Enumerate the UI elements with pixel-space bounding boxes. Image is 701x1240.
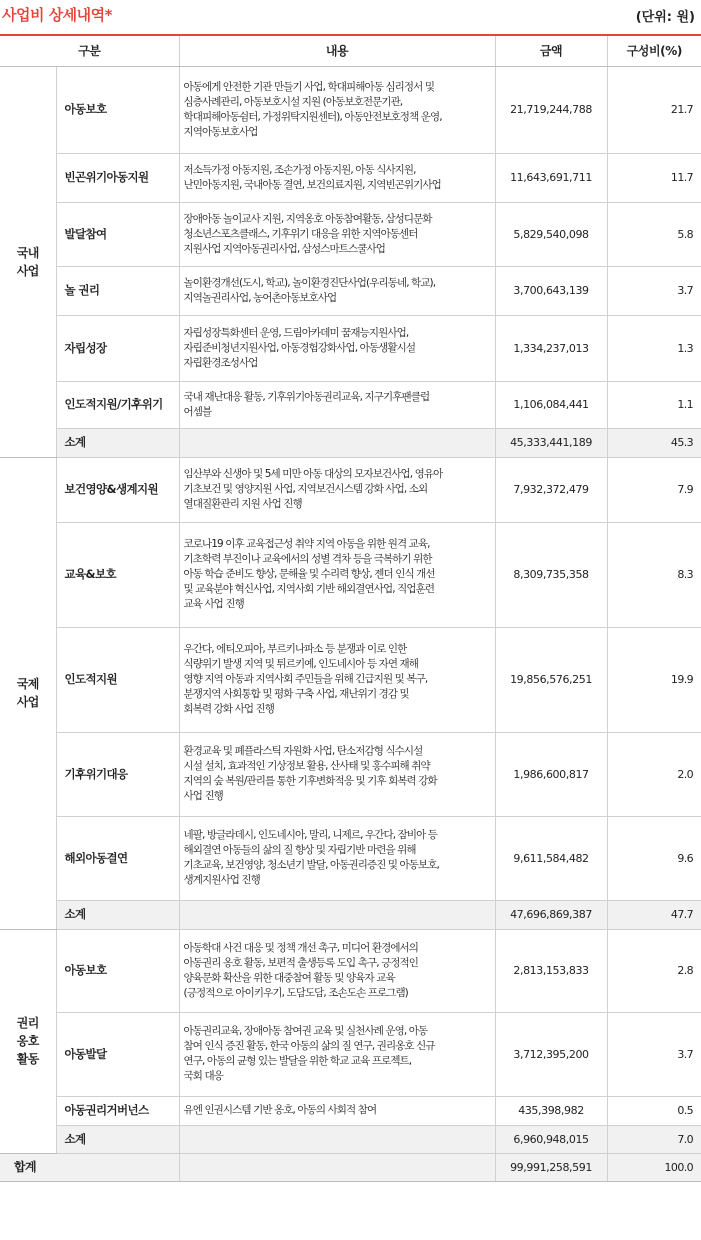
row-ratio: 9.6 bbox=[607, 816, 701, 900]
row-category: 발달참여 bbox=[56, 202, 179, 266]
subtotal-amount: 45,333,441,189 bbox=[495, 428, 607, 457]
subtotal-row bbox=[0, 1125, 701, 1153]
section-label: 권리 옹호 활동 bbox=[0, 929, 56, 1153]
table-row bbox=[0, 1096, 701, 1125]
page-header bbox=[0, 0, 701, 30]
row-amount: 5,829,540,098 bbox=[495, 202, 607, 266]
row-category: 자립성장 bbox=[56, 315, 179, 381]
row-ratio: 0.5 bbox=[607, 1096, 701, 1125]
row-category: 보건영양&생계지원 bbox=[56, 457, 179, 522]
subtotal-content bbox=[179, 428, 495, 457]
row-ratio: 21.7 bbox=[607, 66, 701, 153]
total-amount: 99,991,258,591 bbox=[495, 1153, 607, 1181]
header-content: 내용 bbox=[179, 35, 495, 66]
row-ratio: 5.8 bbox=[607, 202, 701, 266]
table-row bbox=[0, 457, 701, 522]
row-amount: 1,106,084,441 bbox=[495, 381, 607, 428]
row-category: 해외아동결연 bbox=[56, 816, 179, 900]
row-amount: 1,986,600,817 bbox=[495, 732, 607, 816]
row-amount: 435,398,982 bbox=[495, 1096, 607, 1125]
row-content: 우간다, 에티오피아, 부르키나파소 등 분쟁과 이로 인한 식량위기 발생 지역 및 튀르키예, 인도네시아 등 자연 재해 영향 지역 아동과 지역사회 주민들을 위해 긴급지원 및 복구, 분쟁지역 사회통합 및 평화 구축 사업, 재난위기 경감 및 회복력 강화 사업 진행 bbox=[179, 627, 495, 732]
row-content: 자립성장특화센터 운영, 드림아카데미 꿈재능지원사업, 자립준비청년지원사업, 아동경험강화사업, 아동생활시설 자립환경조성사업 bbox=[179, 315, 495, 381]
row-category: 교육&보호 bbox=[56, 522, 179, 627]
subtotal-label: 소계 bbox=[56, 428, 179, 457]
row-ratio: 2.0 bbox=[607, 732, 701, 816]
row-ratio: 11.7 bbox=[607, 153, 701, 202]
row-ratio: 7.9 bbox=[607, 457, 701, 522]
table-row bbox=[0, 627, 701, 732]
row-content: 코로나19 이후 교육접근성 취약 지역 아동을 위한 원격 교육, 기초학력 부진이나 교육에서의 성별 격차 등을 극복하기 위한 아동 학습 준비도 향상, 문해율 및 수리력 향상, 젠더 인식 개선 및 교육분야 혁신사업, 지역사회 기반 해외결연사업, 직업훈련 교육 사업 진행 bbox=[179, 522, 495, 627]
table-row bbox=[0, 522, 701, 627]
subtotal-row bbox=[0, 900, 701, 929]
total-row bbox=[0, 1153, 701, 1181]
row-amount: 2,813,153,833 bbox=[495, 929, 607, 1012]
row-content: 아동학대 사건 대응 및 정책 개선 촉구, 미디어 환경에서의 아동권리 옹호 활동, 보편적 출생등록 도입 촉구, 긍정적인 양육문화 확산을 위한 대중참여 활동 및 양육자 교육 (긍정적으로 아이키우기, 도담도담, 조손도손 프로그램) bbox=[179, 929, 495, 1012]
row-category: 아동보호 bbox=[56, 929, 179, 1012]
row-ratio: 1.3 bbox=[607, 315, 701, 381]
table-row bbox=[0, 381, 701, 428]
table-row bbox=[0, 153, 701, 202]
row-amount: 11,643,691,711 bbox=[495, 153, 607, 202]
row-content: 임산부와 신생아 및 5세 미만 아동 대상의 모자보건사업, 영유아 기초보건 및 영양지원 사업, 지역보건시스템 강화 사업, 소외 열대질환관리 지원 사업 진행 bbox=[179, 457, 495, 522]
row-amount: 19,856,576,251 bbox=[495, 627, 607, 732]
row-ratio: 3.7 bbox=[607, 266, 701, 315]
row-amount: 7,932,372,479 bbox=[495, 457, 607, 522]
row-content: 장애아동 놀이교사 지원, 지역옹호 아동참여활동, 삼성디문화 청소년스포츠클래스, 기후위기 대응을 위한 지역아동센터 지원사업 지역아동권리사업, 삼성스마트스쿨사업 bbox=[179, 202, 495, 266]
subtotal-content bbox=[179, 1125, 495, 1153]
row-ratio: 2.8 bbox=[607, 929, 701, 1012]
subtotal-label: 소계 bbox=[56, 1125, 179, 1153]
row-content: 유엔 인권시스템 기반 옹호, 아동의 사회적 참여 bbox=[179, 1096, 495, 1125]
row-ratio: 1.1 bbox=[607, 381, 701, 428]
row-category: 인도적지원/기후위기 bbox=[56, 381, 179, 428]
subtotal-amount: 47,696,869,387 bbox=[495, 900, 607, 929]
row-category: 놀 권리 bbox=[56, 266, 179, 315]
expense-detail-table bbox=[0, 34, 701, 1182]
unit-label: (단위: 원) bbox=[635, 10, 695, 25]
table-row bbox=[0, 1012, 701, 1096]
row-content: 저소득가정 아동지원, 조손가정 아동지원, 아동 식사지원, 난민아동지원, 국내아동 결연, 보건의료지원, 지역빈곤위기사업 bbox=[179, 153, 495, 202]
table-row bbox=[0, 66, 701, 153]
row-amount: 9,611,584,482 bbox=[495, 816, 607, 900]
total-content bbox=[179, 1153, 495, 1181]
subtotal-row bbox=[0, 428, 701, 457]
header-category: 구분 bbox=[0, 35, 179, 66]
row-category: 기후위기대응 bbox=[56, 732, 179, 816]
total-ratio: 100.0 bbox=[607, 1153, 701, 1181]
row-category: 빈곤위기아동지원 bbox=[56, 153, 179, 202]
page-title: 사업비 상세내역* bbox=[2, 6, 112, 24]
row-category: 아동보호 bbox=[56, 66, 179, 153]
row-amount: 3,700,643,139 bbox=[495, 266, 607, 315]
subtotal-ratio: 7.0 bbox=[607, 1125, 701, 1153]
row-content: 아동권리교육, 장애아동 참여권 교육 및 실천사례 운영, 아동 참여 인식 증진 활동, 한국 아동의 삶의 질 연구, 권리옹호 신규 연구, 아동의 균형 있는 발달을 위한 학교 교육 프로젝트, 국회 대응 bbox=[179, 1012, 495, 1096]
table-row bbox=[0, 732, 701, 816]
subtotal-content bbox=[179, 900, 495, 929]
row-ratio: 3.7 bbox=[607, 1012, 701, 1096]
row-amount: 21,719,244,788 bbox=[495, 66, 607, 153]
row-content: 환경교육 및 폐플라스틱 자원화 사업, 탄소저감형 식수시설 시설 설치, 효과적인 기상정보 활용, 산사태 및 홍수피해 취약 지역의 숲 복원/관리를 통한 기후변화적응 및 기후 회복력 강화 사업 진행 bbox=[179, 732, 495, 816]
table-row bbox=[0, 816, 701, 900]
row-amount: 1,334,237,013 bbox=[495, 315, 607, 381]
table-row bbox=[0, 202, 701, 266]
table-header-row bbox=[0, 35, 701, 66]
total-label: 합계 bbox=[0, 1153, 179, 1181]
row-amount: 3,712,395,200 bbox=[495, 1012, 607, 1096]
row-content: 네팔, 방글라데시, 인도네시아, 말리, 니제르, 우간다, 잠비아 등 해외결연 아동들의 삶의 질 향상 및 자립기반 마련을 위해 기초교육, 보건영양, 청소년기 발달, 아동권리증진 및 아동보호, 생계지원사업 진행 bbox=[179, 816, 495, 900]
row-ratio: 8.3 bbox=[607, 522, 701, 627]
row-category: 아동권리거버넌스 bbox=[56, 1096, 179, 1125]
row-category: 인도적지원 bbox=[56, 627, 179, 732]
row-ratio: 19.9 bbox=[607, 627, 701, 732]
table-row bbox=[0, 315, 701, 381]
section-label: 국제 사업 bbox=[0, 457, 56, 929]
row-content: 놀이환경개선(도시, 학교), 놀이환경진단사업(우리동네, 학교), 지역놀권리사업, 농어촌아동보호사업 bbox=[179, 266, 495, 315]
section-label: 국내 사업 bbox=[0, 66, 56, 457]
header-amount: 금액 bbox=[495, 35, 607, 66]
row-category: 아동발달 bbox=[56, 1012, 179, 1096]
subtotal-ratio: 45.3 bbox=[607, 428, 701, 457]
row-content: 아동에게 안전한 기관 만들기 사업, 학대피해아동 심리정서 및 심층사례관리, 아동보호시설 지원 (아동보호전문기관, 학대피해아동쉼터, 가정위탁지원센터), 아동안전보호정책 운영, 지역아동보호사업 bbox=[179, 66, 495, 153]
table-row bbox=[0, 929, 701, 1012]
row-amount: 8,309,735,358 bbox=[495, 522, 607, 627]
subtotal-amount: 6,960,948,015 bbox=[495, 1125, 607, 1153]
subtotal-ratio: 47.7 bbox=[607, 900, 701, 929]
subtotal-label: 소계 bbox=[56, 900, 179, 929]
row-content: 국내 재난대응 활동, 기후위기아동권리교육, 지구기후팬클럽 어셈블 bbox=[179, 381, 495, 428]
table-row bbox=[0, 266, 701, 315]
header-ratio: 구성비(%) bbox=[607, 35, 701, 66]
